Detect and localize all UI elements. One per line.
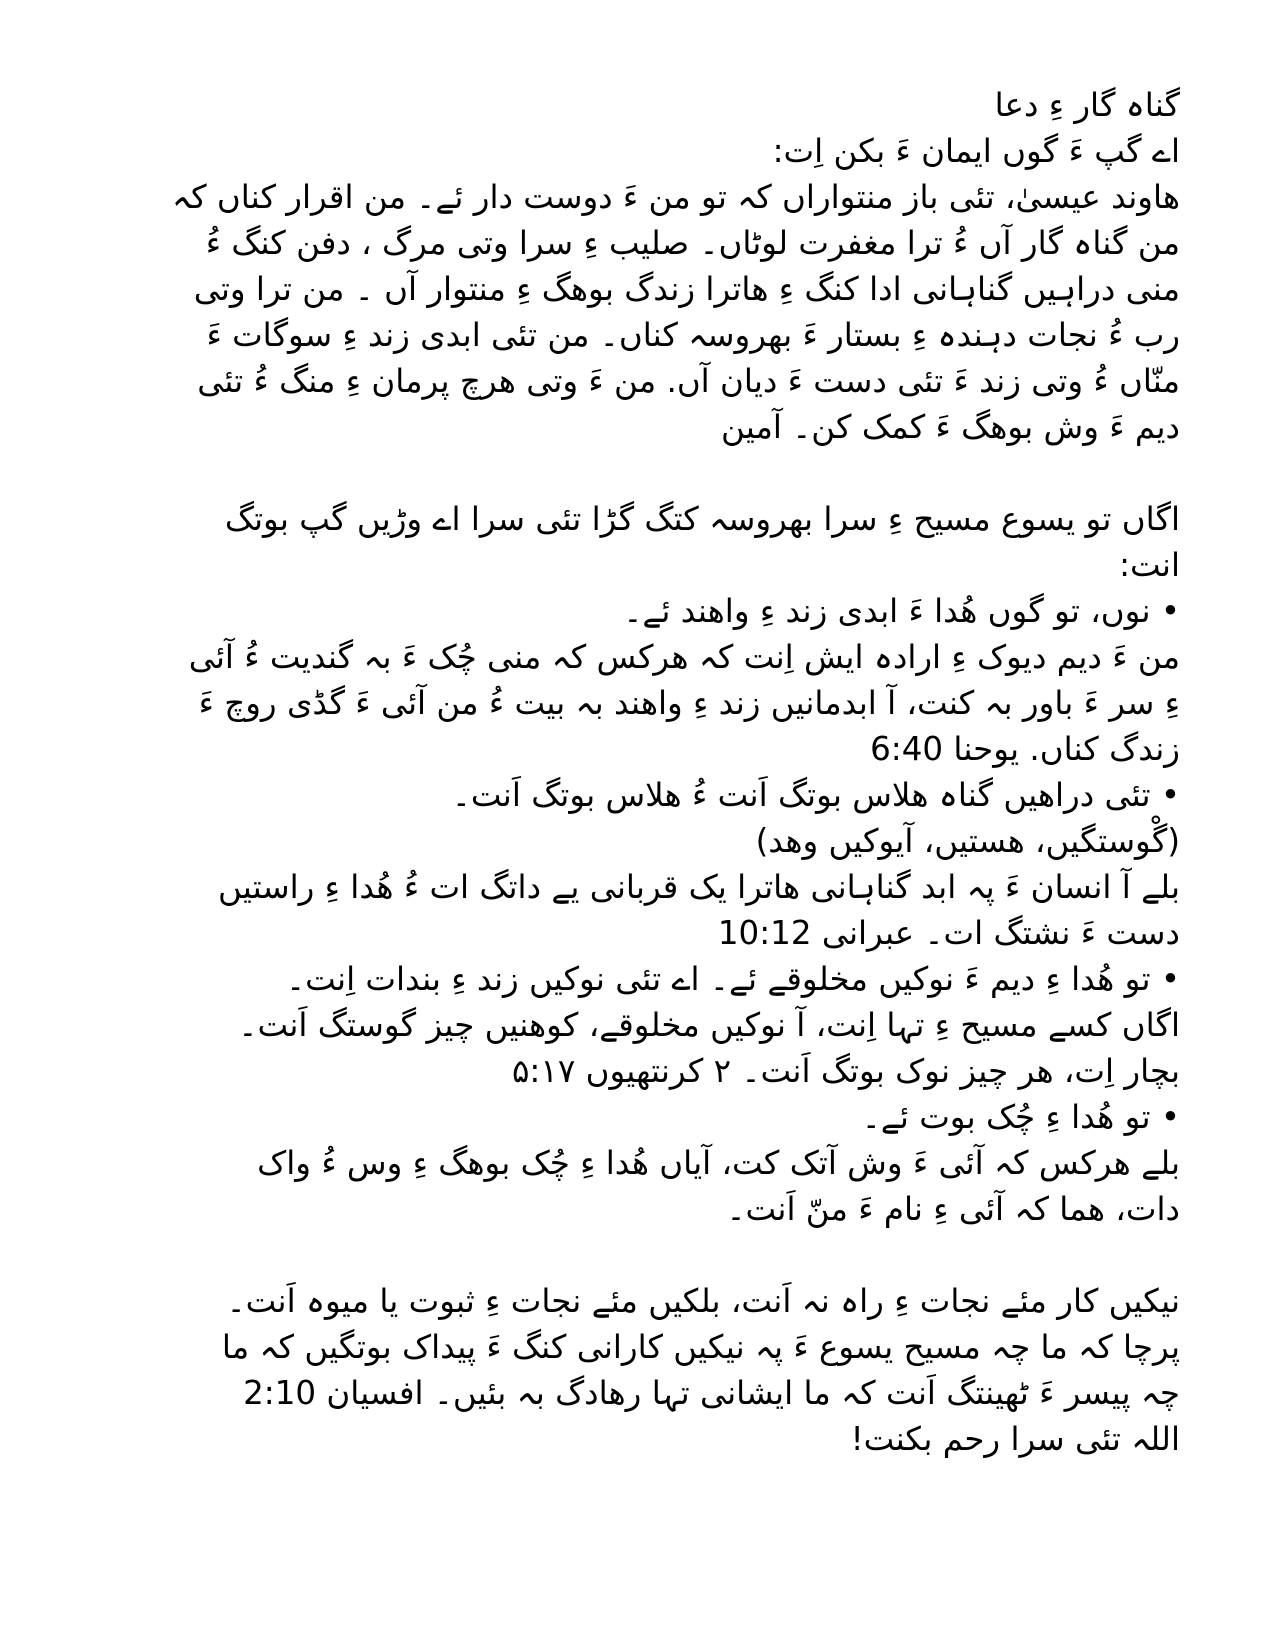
text-line: منی دراہیں گناہانی ادا کنگ ءِ ھاترا زندگ بوھگ ءِ منتوار آں ۔ من ترا وتی bbox=[193, 270, 1180, 308]
text-line: اگاں کسے مسیح ءِ تہا اِنت، آ نوکیں مخلوقے، کوھنیں چیز گوستگ اَنت۔ bbox=[238, 1006, 1180, 1044]
section-assurances bbox=[100, 496, 1180, 1232]
bullet-item: • تو ھُدا ءِ دیم ءَ نوکیں مخلوقے ئے۔ اے تئی نوکیں زند ءِ بندات اِنت۔ bbox=[286, 960, 1180, 998]
prayer-text bbox=[100, 82, 1180, 1462]
text-line: رب ءُ نجات دہندہ ءِ بستار ءَ بھروسہ کناں۔ من تئی ابدی زند ءِ سوگات ءَ bbox=[206, 316, 1180, 354]
text-line: زندگ کناں. یوحنا 6:40 bbox=[870, 730, 1180, 768]
paragraph-gap bbox=[100, 1232, 1180, 1278]
section-prayer bbox=[100, 82, 1180, 450]
text-line: بلے آ انسان ءَ پہ ابد گناہانی ھاترا یک قربانی یے داتگ ات ءُ ھُدا ءِ راستیں bbox=[218, 868, 1180, 906]
text-line: بچار اِت، ھر چیز نوک بوتگ اَنت۔ ۲ کرنتھیوں ۵:۱۷ bbox=[511, 1052, 1180, 1090]
closing-blessing: اللہ تئی سرا رحم بکنت! bbox=[850, 1420, 1180, 1458]
bullet-item: • تئی دراھیں گناہ ھلاس بوتگ اَنت ءُ ھلاس بوتگ اَنت۔ bbox=[451, 776, 1180, 814]
text-line: (گْوستگیں، ھستیں، آیوکیں وھد) bbox=[755, 822, 1180, 860]
bullet-item: • نوں، تو گوں ھُدا ءَ ابدی زند ءِ واھند ئے۔ bbox=[623, 592, 1180, 630]
text-line: انت: bbox=[1119, 546, 1180, 584]
text-line: دست ءَ نشتگ ات۔ عبرانی 10:12 bbox=[717, 914, 1180, 952]
text-line: من گناہ گار آں ءُ ترا مغفرت لوٹاں۔ صلیب ءِ سرا وتی مرگ ، دفن کنگ ءُ bbox=[205, 224, 1180, 262]
text-line: ھاوند عیسیٰ، تئی باز منتواراں کہ تو من ءَ دوست دار ئے۔ من اقرار کناں کہ bbox=[172, 178, 1180, 216]
text-line: بلے ھرکس کہ آئی ءَ وش آتک کت، آیاں ھُدا ءِ چُک بوھگ ءِ وس ءُ واک bbox=[257, 1144, 1180, 1182]
bullet-item: • تو ھُدا ءِ چُک بوت ئے۔ bbox=[861, 1098, 1180, 1136]
text-line: ءِ سر ءَ باور بہ کنت، آ ابدمانیں زند ءِ واھند بہ بیت ءُ من آئی ءَ گڈی روچ ءَ bbox=[198, 684, 1180, 722]
paragraph-gap bbox=[100, 450, 1180, 496]
text-line: اے گپ ءَ گوں ایمان ءَ بکن اِت: bbox=[772, 132, 1180, 170]
text-line: نیکیں کار مئے نجات ءِ راہ نہ اَنت، بلکیں مئے نجات ءِ ثبوت یا میوہ اَنت۔ bbox=[226, 1282, 1180, 1320]
text-line: اگاں تو یسوع مسیح ءِ سرا بھروسہ کتگ گڑا تئی سرا اے وڑیں گپ بوتگ bbox=[224, 500, 1180, 538]
section-good-works bbox=[100, 1278, 1180, 1462]
text-line: منّاں ءُ وتی زند ءَ تئی دست ءَ دیان آں. من ءَ وتی ھرچ پرمان ءِ منگ ءُ تئی bbox=[197, 362, 1180, 400]
text-line: پرچا کہ ما چہ مسیح یسوع ءَ پہ نیکیں کارانی کنگ ءَ پیداک بوتگیں کہ ما bbox=[221, 1328, 1180, 1366]
text-line: چہ پیسر ءَ ٹھینتگ اَنت کہ ما ایشانی تہا رھادگ بہ بئیں۔ افسیان 2:10 bbox=[243, 1374, 1180, 1412]
text-line: دات، ھما کہ آئی ءِ نام ءَ منّ اَنت۔ bbox=[726, 1190, 1180, 1228]
prayer-title: گناہ گار ءِ دعا bbox=[994, 86, 1180, 124]
text-line: دیم ءَ وش بوھگ ءَ کمک کن۔ آمین bbox=[720, 408, 1180, 446]
text-line: من ءَ دیم دیوک ءِ ارادہ ایش اِنت کہ ھرکس کہ منی چُک ءَ بہ گندیت ءُ آئی bbox=[188, 638, 1180, 676]
